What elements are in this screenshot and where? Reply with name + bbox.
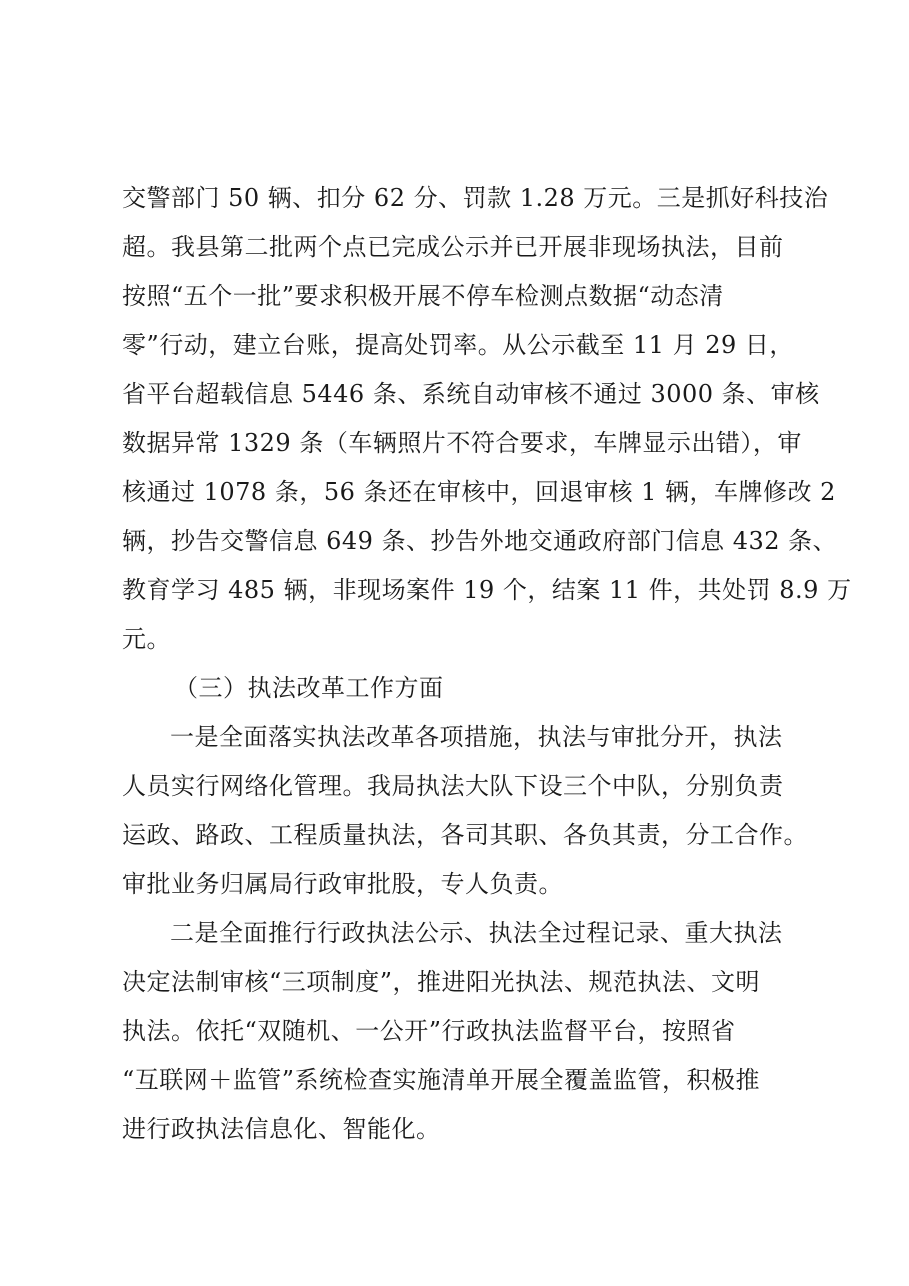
paragraph-first-line: 一是全面落实执法改革各项措施，执法与审批分开，执法 [170, 723, 783, 751]
text-line: 执法。依托“双随机、一公开”行政执法监督平台，按照省 [122, 1017, 736, 1045]
text-line: “互联网＋监管”系统检查实施清单开展全覆盖监管，积极推 [122, 1066, 761, 1094]
text-line: 省平台超载信息 5446 条、系统自动审核不通过 3000 条、审核 [122, 380, 820, 408]
text-line: 超。我县第二批两个点已完成公示并已开展非现场执法，目前 [122, 233, 784, 261]
text-line: 进行政执法信息化、智能化。 [122, 1115, 441, 1143]
text-line: 审批业务归属局行政审批股，专人负责。 [122, 870, 563, 898]
text-line: 决定法制审核“三项制度”，推进阳光执法、规范执法、文明 [122, 968, 761, 996]
text-line: 辆，抄告交警信息 649 条、抄告外地交通政府部门信息 432 条、 [122, 527, 838, 555]
text-line: 运政、路政、工程质量执法，各司其职、各负其责，分工合作。 [122, 821, 808, 849]
text-line: 交警部门 50 辆、扣分 62 分、罚款 1.28 万元。三是抓好科技治 [122, 184, 829, 212]
text-line: 数据异常 1329 条（车辆照片不符合要求，车牌显示出错），审 [122, 429, 802, 457]
text-line: 零”行动，建立台账，提高处罚率。从公示截至 11 月 29 日， [122, 331, 794, 359]
text-line: 教育学习 485 辆，非现场案件 19 个，结案 11 件，共处罚 8.9 万 [122, 576, 852, 604]
text-line: 核通过 1078 条，56 条还在审核中，回退审核 1 辆，车牌修改 2 [122, 478, 836, 506]
text-line: 元。 [122, 625, 171, 653]
section-heading: （三）执法改革工作方面 [174, 674, 444, 702]
paragraph-first-line: 二是全面推行行政执法公示、执法全过程记录、重大执法 [170, 919, 783, 947]
text-line: 按照“五个一批”要求积极开展不停车检测点数据“动态清 [122, 282, 724, 310]
text-line: 人员实行网络化管理。我局执法大队下设三个中队，分别负责 [122, 772, 784, 800]
